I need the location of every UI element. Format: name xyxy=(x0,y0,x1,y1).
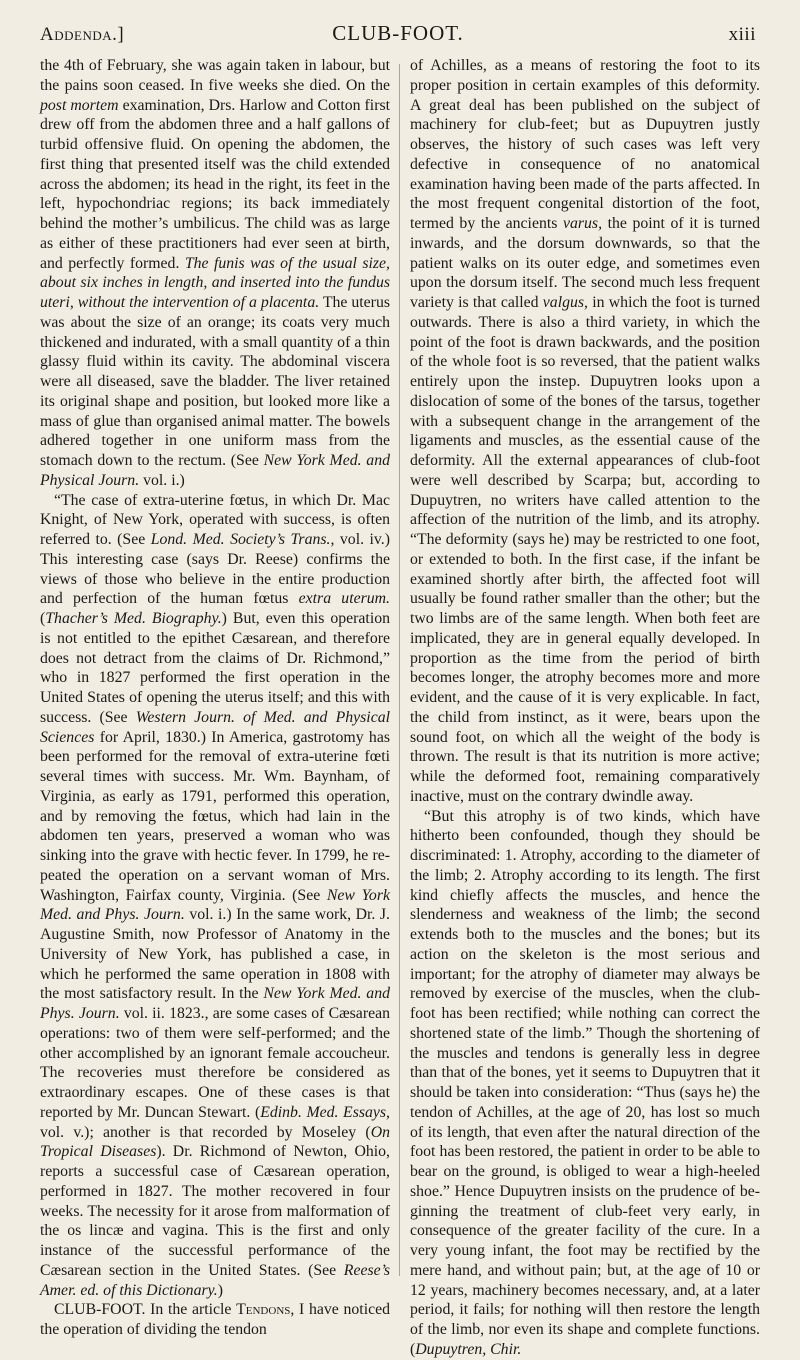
page-title: CLUB-FOOT. xyxy=(332,21,464,45)
text-run: Tendons xyxy=(236,1301,291,1319)
text-run: for April, 1830.) In America, gastrotomy has been performed for the removal of extra-uterine fœti several times with success. Mr. Wm. Baynham, of Virginia, as early as 1791, performed this operation, and by removing the fœtus, which had lain in the abdomen ten years, preserved a woman who was sinking into the grave with hectic fever. In 1799, he repeated the operation on a servant woman of Mrs. Washington, Fairfax county, Virginia. (See xyxy=(40,728,390,904)
text-run: The uterus was about the size of an orange; its coats very much thickened and indurated, with a small quantity of a thin glassy fluid within its cavity. The abdominal viscera were all diseased, save the bladder. The liver retained its original shape and position, but looked more like a mass of glue than organised animal matter. The bowels adhered together in one uniform mass from the stomach down to the rectum. (See xyxy=(40,294,390,469)
italic-run: New York Med. and Phys. Journ. xyxy=(40,985,390,1022)
text-run: vol. iv.) This interesting case (says Dr. Reese) confirms the views of those who believe in the entire production and perfection of the human fœtus xyxy=(40,531,390,608)
text-run: of Achilles, as a means of restoring the foot to its proper position in certain examples of this deformity. A great deal has been published on the subject of machinery for club-feet; but as Dupuytren justly observes, the history of such cases was left very defective in consequence of no anatomical examination having been made of the parts affected. In the most frequent congenital distortion of the foot, termed by the ancients xyxy=(410,57,760,232)
italic-run: varus, xyxy=(562,215,603,232)
text-run: “But this atrophy is of two kinds, which have hitherto been confounded, though they should be discriminated: 1. Atrophy, according to the diameter of the limb; 2. Atrophy according to its length. The first kind chiefly affects the muscles, and hence the slenderness and weakness of the limb; the second extends both to the muscles and the bones; but its action on the skeleton is the most serious and important; for the atrophy of diameter may always be removed by exercise of the muscles, when the club-foot has been rectified; while nothing can correct the shortened state of the limb.” Though the shortening of the muscles and tendons is generally less in degree than that of the bones, yet it seems to Dupuytren that it should be taken into consideration: “Thus (says he) the tendon of Achilles, at the age of 20, has lost so much of its length, that even after the natural direction of the foot has been restored, the patient in order to be able to bear on the ground, is obliged to wear a high-heeled shoe.” Hence Dupuytren insists on the prudence of beginning the treatment of club-feet very early, in consequence of the greater facility of the cure. In a very young infant, the foot may be rectified by the mere hand, and without pain; but, at the age of 10 or 12 years, machinery becomes necessary, and, at a later period, it fails; for nothing will then restore the length of the limb, nor even its shape and complete functions. ( xyxy=(410,807,760,1358)
italic-run: Lond. Med. Society’s Trans., xyxy=(150,531,335,548)
text-run: “The case of extra-uterine fœtus, in which Dr. Mac Knight, of New York, operated with success, is often referred to. (See xyxy=(40,491,390,548)
italic-run: Thacher’s Med. Biography. xyxy=(45,610,222,627)
text-run: ) But, even this operation is not entitled to the epithet Cæsarean, and therefore does not detract from the claims of Dr. Richmond,” who in 1827 performed the first operation in the United States of opening the uterus itself; and this with success. (See xyxy=(40,610,390,726)
text-run: examination, Drs. Harlow and Cotton first drew off from the abdomen three and a half gallons of turbid offensive fluid. On opening the abdomen, the first thing that presented itself was the child extended across the abdomen; its head in the right, its feet in the left, hypochondriac regions; its back immediately behind the mother’s umbilicus. The child was as large as either of these practitioners had ever seen at birth, and perfectly formed. xyxy=(40,96,390,272)
text-run: vol. ii. 1823., are some cases of Cæsarean operations: two of them were self-performed; and the other accomplished by an ignorant female accoucheur. The recoveries must therefore be considered as extraordinary escapes. One of these cases is that reported by Mr. Duncan Stewart. ( xyxy=(40,1005,390,1121)
paragraph xyxy=(410,807,760,1360)
text-run: vol. v.); another is that recorded by Moseley ( xyxy=(40,1123,371,1141)
section-label: Addenda.] xyxy=(40,24,125,45)
text-run: the 4th of February, she was again taken in labour, but the pains soon ceased. In five weeks she died. On the xyxy=(40,57,390,94)
paragraph xyxy=(40,56,390,491)
text-run: ). Dr. Richmond of Newton, Ohio, reports a successful case of Cæsarean operation, performed in 1827. The mother recovered in four weeks. The necessity for it arose from malformation of the os lincæ and vagina. This is the first and only instance of the successful performance of the Cæsarean section in the United States. (See xyxy=(40,1143,390,1279)
text-run: ( xyxy=(40,610,46,627)
italic-run: Edinb. Med. Essays, xyxy=(260,1103,390,1121)
text-run: , I have noticed the operation of dividing the tendon xyxy=(40,1301,391,1338)
left-column xyxy=(40,56,391,1338)
text-run: vol. i.) In the same work, Dr. J. Augustine Smith, now Professor of Anatomy in the University of New York, has published a case, in which he performed the same operation in 1808 with the most satisfactory result. In the xyxy=(40,906,391,1003)
paragraph xyxy=(40,491,390,1301)
text-run: in which the foot is turned outwards. There is also a third variety, in which the point of the foot is drawn backwards, and the position of the whole foot is so reversed, that the patient walks entirely upon the instep. Dupuytren looks upon a dislocation of some of the bones of the tarsus, together with a subsequent change in the arrangement of the ligaments and muscles, as the essential cause of the deformity. All the external appearances of club-foot were well described by Scarpa; but, according to Dupuytren, no writers have called attention to the affection of the nutrition of the limb, and its atrophy. “The deformity (says he) may be restricted to one foot, or extended to both. In the first case, if the infant be examined shortly after birth, the affected foot will usually be found rather smaller than the other; but the two limbs are of the same length. When both feet are implicated, they are in general equally developed. In proportion as the time from the period of birth becomes longer, the atrophy becomes more and more evident, and the cause of it is very explicable. In fact, the child from instinct, as it were, bears upon the sound foot, on which all the weight of the body is thrown. The result is that its nutrition is more active; while the deformed foot, remaining comparatively inactive, must on the contrary dwindle away. xyxy=(410,294,760,805)
text-run: vol. i.) xyxy=(139,471,185,489)
italic-run: New York Med. and Physical Journ. xyxy=(40,452,390,489)
text-run: CLUB-FOOT. In the article xyxy=(54,1301,237,1319)
running-head xyxy=(40,20,756,46)
text-run: the point of it is turned inwards, and the dorsum downwards, so that the patient walks on its outer edge, and sometimes even upon the dorsum itself. The second much less frequent variety is that called xyxy=(410,215,761,311)
page-number: xiii xyxy=(728,24,756,45)
italic-run: Dupuytren, Chir. xyxy=(415,1340,522,1358)
italic-run: valgus, xyxy=(542,294,588,311)
italic-run: post mortem xyxy=(40,96,119,114)
italic-run: extra uterum. xyxy=(298,590,391,608)
paragraph xyxy=(40,1300,390,1340)
right-column xyxy=(410,56,761,1358)
text-run: ) xyxy=(217,1281,223,1299)
italic-run: Reese’s Amer. ed. of this Dictionary. xyxy=(40,1261,390,1299)
italic-run: New York Med. and Phys. Journ. xyxy=(40,886,390,924)
italic-run: The funis was of the usual size, about six inches in length, and inserted into the fundus uteri, without the intervention of a placenta. xyxy=(40,254,390,311)
text-columns xyxy=(40,56,761,1358)
italic-run: On Tropical Diseases xyxy=(40,1123,390,1161)
italic-run: Western Journ. of Med. and Physical Sciences xyxy=(40,708,390,746)
paragraph xyxy=(410,56,760,807)
